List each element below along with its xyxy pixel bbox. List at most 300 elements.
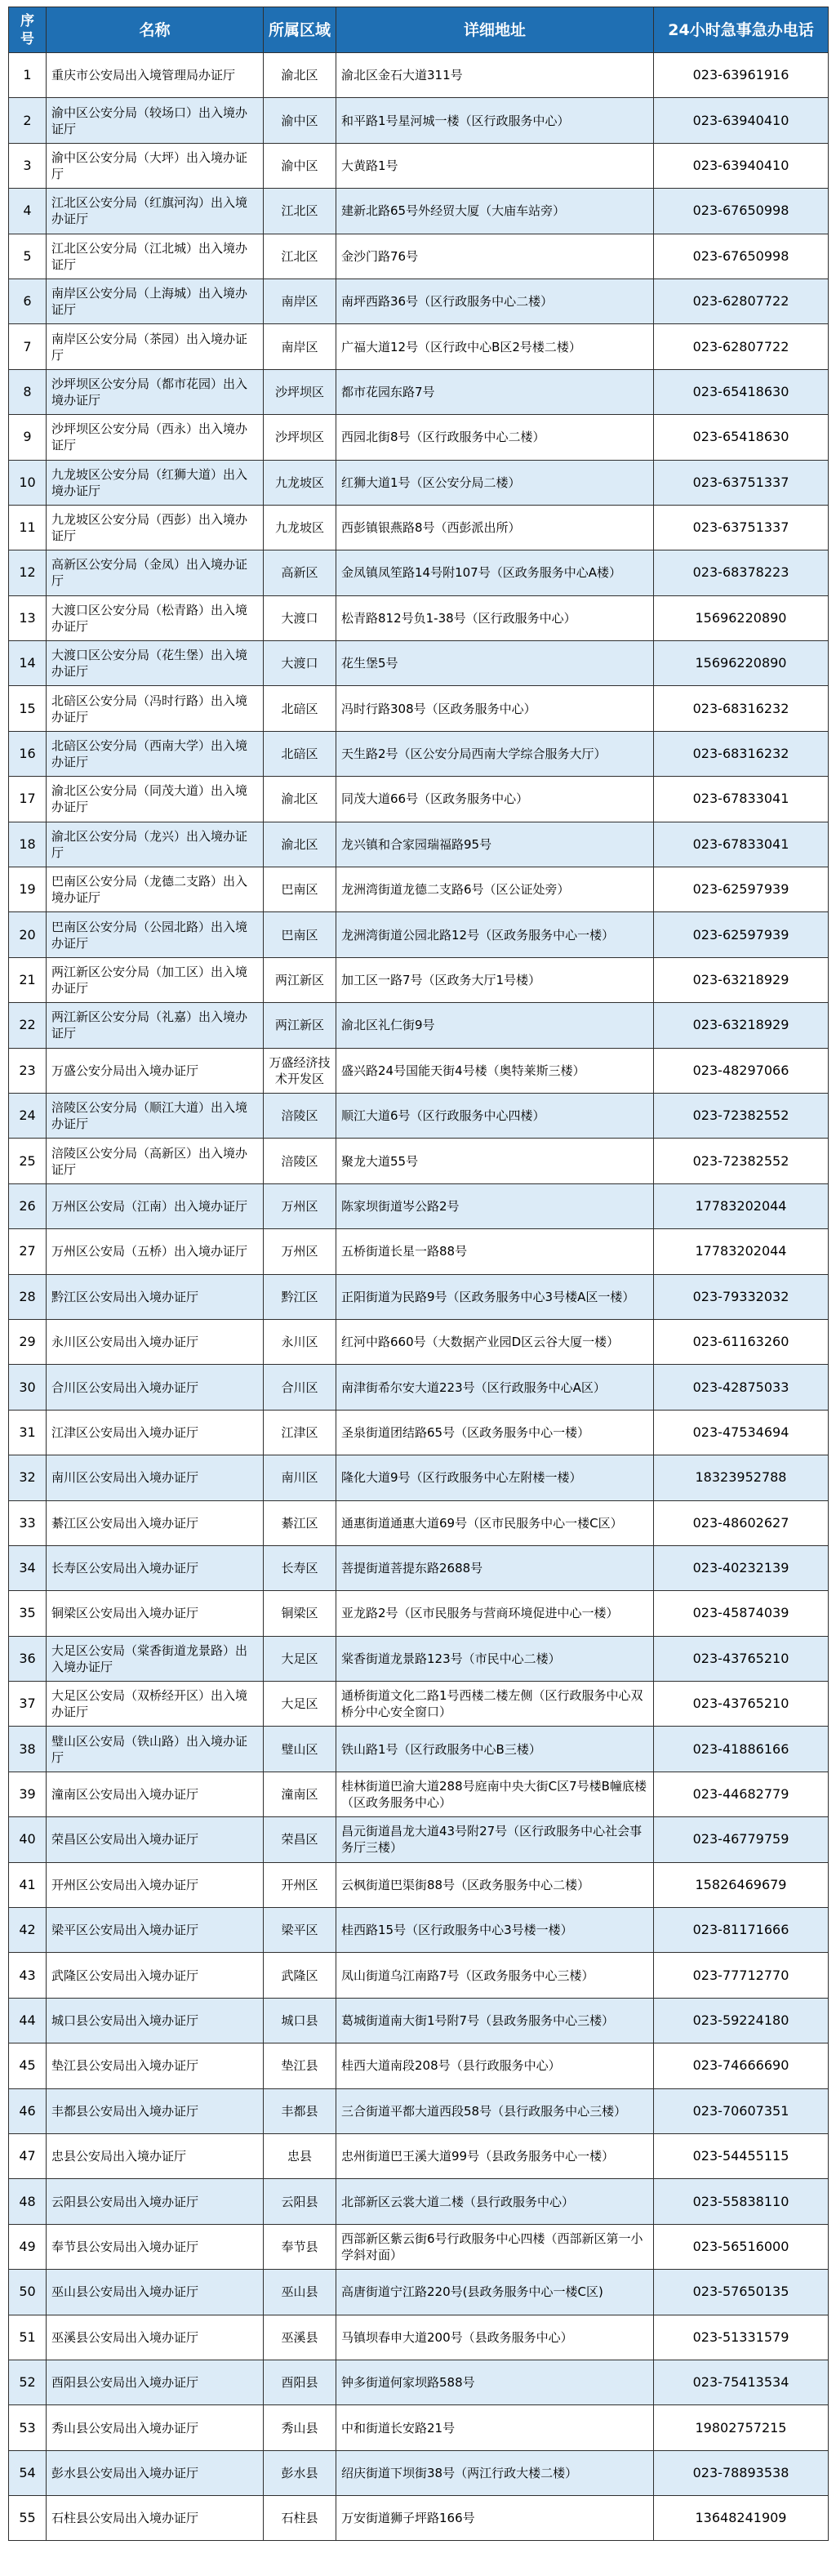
table-row	[9, 189, 829, 234]
row-region: 涪陵区	[264, 1139, 336, 1183]
row-phone: 15696220890	[654, 595, 829, 640]
row-region: 万盛经济技术开发区	[264, 1048, 336, 1093]
row-address: 红狮大道1号（区公安分局二楼）	[336, 460, 654, 505]
row-phone: 023-48602627	[654, 1500, 829, 1545]
row-phone: 023-45874039	[654, 1591, 829, 1636]
row-phone: 023-74666690	[654, 2043, 829, 2088]
row-address: 通惠街道通惠大道69号（区市民服务中心一楼C区）	[336, 1500, 654, 1545]
row-address: 南津街希尔安大道223号（区行政服务中心A区）	[336, 1365, 654, 1410]
row-region: 秀山县	[264, 2405, 336, 2450]
row-region: 铜梁区	[264, 1591, 336, 1636]
row-address: 广福大道12号（区行政中心B区2号楼二楼）	[336, 324, 654, 369]
row-phone: 023-63218929	[654, 1003, 829, 1048]
row-region: 北碚区	[264, 686, 336, 731]
row-name: 巫山县公安局出入境办证厅	[47, 2270, 264, 2315]
row-seq: 29	[9, 1319, 47, 1364]
row-phone: 023-68316232	[654, 686, 829, 731]
row-seq: 19	[9, 867, 47, 912]
row-region: 江津区	[264, 1410, 336, 1455]
row-phone: 023-81171666	[654, 1908, 829, 1953]
table-row	[9, 867, 829, 912]
row-name: 璧山区公安局（铁山路）出入境办证厅	[47, 1727, 264, 1772]
row-address: 西彭镇银燕路8号（西彭派出所）	[336, 505, 654, 550]
table-row	[9, 1003, 829, 1048]
row-phone: 023-48297066	[654, 1048, 829, 1093]
row-name: 渝北区公安分局（同茂大道）出入境办证厅	[47, 777, 264, 822]
row-name: 奉节县公安局出入境办证厅	[47, 2224, 264, 2269]
row-name: 秀山县公安局出入境办证厅	[47, 2405, 264, 2450]
row-phone: 13648241909	[654, 2496, 829, 2541]
table-row	[9, 1998, 829, 2043]
row-region: 渝中区	[264, 98, 336, 143]
row-phone: 023-79332032	[654, 1274, 829, 1319]
row-seq: 11	[9, 505, 47, 550]
row-phone: 023-72382552	[654, 1093, 829, 1138]
row-address: 都市花园东路7号	[336, 369, 654, 414]
row-seq: 6	[9, 279, 47, 323]
table-row	[9, 1545, 829, 1590]
row-address: 高唐街道宁江路220号(县政务服务中心一楼C区)	[336, 2270, 654, 2315]
table-row	[9, 415, 829, 460]
row-seq: 5	[9, 234, 47, 279]
row-phone: 023-63218929	[654, 957, 829, 1002]
row-phone: 023-62807722	[654, 324, 829, 369]
row-phone: 023-46779759	[654, 1817, 829, 1862]
row-seq: 8	[9, 369, 47, 414]
row-region: 大足区	[264, 1636, 336, 1681]
row-address: 马镇坝春申大道200号（县政务服务中心）	[336, 2315, 654, 2360]
row-address: 金凤镇凤笙路14号附107号（区政务服务中心A楼）	[336, 550, 654, 595]
row-name: 南岸区公安分局（茶园）出入境办证厅	[47, 324, 264, 369]
row-address: 南坪西路36号（区行政服务中心二楼）	[336, 279, 654, 323]
table-row	[9, 1229, 829, 1274]
row-seq: 52	[9, 2360, 47, 2404]
row-phone: 023-40232139	[654, 1545, 829, 1590]
row-region: 九龙坡区	[264, 460, 336, 505]
row-region: 渝北区	[264, 822, 336, 867]
row-address: 同茂大道66号（区政务服务中心）	[336, 777, 654, 822]
row-address: 万安街道狮子坪路166号	[336, 2496, 654, 2541]
row-name: 巫溪县公安局出入境办证厅	[47, 2315, 264, 2360]
row-name: 高新区公安分局（金凤）出入境办证厅	[47, 550, 264, 595]
row-phone: 023-67833041	[654, 822, 829, 867]
row-seq: 15	[9, 686, 47, 731]
row-region: 沙坪坝区	[264, 415, 336, 460]
row-phone: 023-54455115	[654, 2133, 829, 2178]
row-address: 葛城街道南大街1号附7号（县政务服务中心三楼）	[336, 1998, 654, 2043]
row-phone: 023-77712770	[654, 1953, 829, 1998]
row-region: 潼南区	[264, 1772, 336, 1816]
row-name: 石柱县公安局出入境办证厅	[47, 2496, 264, 2541]
row-address: 松青路812号负1-38号（区行政服务中心）	[336, 595, 654, 640]
row-region: 高新区	[264, 550, 336, 595]
row-seq: 46	[9, 2088, 47, 2133]
row-name: 渝北区公安分局（龙兴）出入境办证厅	[47, 822, 264, 867]
row-address: 桂西路15号（区行政服务中心3号楼一楼）	[336, 1908, 654, 1953]
row-address: 金沙门路76号	[336, 234, 654, 279]
table-row	[9, 1727, 829, 1772]
row-phone: 023-63961916	[654, 53, 829, 98]
row-name: 重庆市公安局出入境管理局办证厅	[47, 53, 264, 98]
table-row	[9, 822, 829, 867]
table-row	[9, 324, 829, 369]
row-address: 五桥街道长星一路88号	[336, 1229, 654, 1274]
table-row	[9, 1365, 829, 1410]
row-seq: 42	[9, 1908, 47, 1953]
row-seq: 41	[9, 1862, 47, 1907]
row-address: 圣泉街道团结路65号（区政务服务中心一楼）	[336, 1410, 654, 1455]
row-region: 忠县	[264, 2133, 336, 2178]
row-name: 涪陵区公安分局（顺江大道）出入境办证厅	[47, 1093, 264, 1138]
row-region: 长寿区	[264, 1545, 336, 1590]
row-phone: 023-42875033	[654, 1365, 829, 1410]
row-name: 万州区公安局（江南）出入境办证厅	[47, 1183, 264, 1228]
row-name: 綦江区公安局出入境办证厅	[47, 1500, 264, 1545]
table-row	[9, 2405, 829, 2450]
table-row	[9, 279, 829, 323]
table-row	[9, 550, 829, 595]
row-region: 城口县	[264, 1998, 336, 2043]
row-seq: 12	[9, 550, 47, 595]
row-seq: 13	[9, 595, 47, 640]
row-address: 忠州街道巴王溪大道99号（县政务服务中心一楼）	[336, 2133, 654, 2178]
row-name: 涪陵区公安分局（高新区）出入境办证厅	[47, 1139, 264, 1183]
table-row	[9, 641, 829, 686]
row-address: 云枫街道巴渠街88号（区政务服务中心二楼）	[336, 1862, 654, 1907]
row-name: 两江新区公安分局（礼嘉）出入境办证厅	[47, 1003, 264, 1048]
row-phone: 023-41886166	[654, 1727, 829, 1772]
row-name: 渝中区公安分局（较场口）出入境办证厅	[47, 98, 264, 143]
row-region: 大渡口	[264, 595, 336, 640]
row-address: 三合街道平都大道西段58号（县行政服务中心三楼）	[336, 2088, 654, 2133]
table-row	[9, 1591, 829, 1636]
row-name: 丰都县公安局出入境办证厅	[47, 2088, 264, 2133]
header-seq: 序号	[9, 7, 47, 53]
table-row	[9, 1500, 829, 1545]
row-address: 桂林街道巴渝大道288号庭南中央大街C区7号楼B幢底楼（区政务服务中心）	[336, 1772, 654, 1816]
row-address: 渝北区金石大道311号	[336, 53, 654, 98]
row-region: 九龙坡区	[264, 505, 336, 550]
table-row	[9, 1682, 829, 1727]
row-seq: 44	[9, 1998, 47, 2043]
row-name: 南川区公安局出入境办证厅	[47, 1455, 264, 1500]
row-seq: 4	[9, 189, 47, 234]
table-row	[9, 143, 829, 188]
row-address: 凤山街道乌江南路7号（区政务服务中心三楼）	[336, 1953, 654, 1998]
row-address: 龙洲湾街道龙德二支路6号（区公证处旁）	[336, 867, 654, 912]
row-seq: 38	[9, 1727, 47, 1772]
row-region: 南岸区	[264, 324, 336, 369]
row-address: 渝北区礼仁街9号	[336, 1003, 654, 1048]
table-row	[9, 1183, 829, 1228]
row-phone: 023-75413534	[654, 2360, 829, 2404]
row-name: 巴南区公安分局（公园北路）出入境办证厅	[47, 912, 264, 957]
row-seq: 36	[9, 1636, 47, 1681]
header-row	[9, 7, 829, 53]
row-region: 万州区	[264, 1229, 336, 1274]
row-region: 石柱县	[264, 2496, 336, 2541]
row-seq: 2	[9, 98, 47, 143]
row-address: 桂西大道南段208号（县行政服务中心）	[336, 2043, 654, 2088]
table-row	[9, 53, 829, 98]
row-address: 西园北街8号（区行政服务中心二楼）	[336, 415, 654, 460]
table-body	[9, 53, 829, 2541]
row-phone: 023-62597939	[654, 912, 829, 957]
row-seq: 55	[9, 2496, 47, 2541]
row-seq: 27	[9, 1229, 47, 1274]
row-name: 两江新区公安分局（加工区）出入境办证厅	[47, 957, 264, 1002]
row-seq: 17	[9, 777, 47, 822]
row-region: 两江新区	[264, 1003, 336, 1048]
row-name: 合川区公安局出入境办证厅	[47, 1365, 264, 1410]
row-seq: 23	[9, 1048, 47, 1093]
row-seq: 31	[9, 1410, 47, 1455]
row-phone: 023-61163260	[654, 1319, 829, 1364]
table-row	[9, 1953, 829, 1998]
row-region: 云阳县	[264, 2179, 336, 2224]
table-row	[9, 98, 829, 143]
row-region: 巴南区	[264, 867, 336, 912]
row-phone: 18323952788	[654, 1455, 829, 1500]
row-phone: 023-63751337	[654, 505, 829, 550]
row-region: 北碚区	[264, 731, 336, 776]
row-seq: 18	[9, 822, 47, 867]
header-address: 详细地址	[336, 7, 654, 53]
row-name: 永川区公安局出入境办证厅	[47, 1319, 264, 1364]
table-row	[9, 460, 829, 505]
row-address: 龙兴镇和合家园瑞福路95号	[336, 822, 654, 867]
table-row	[9, 1817, 829, 1862]
row-seq: 51	[9, 2315, 47, 2360]
row-address: 加工区一路7号（区政务大厅1号楼）	[336, 957, 654, 1002]
row-name: 荣昌区公安局出入境办证厅	[47, 1817, 264, 1862]
row-phone: 023-59224180	[654, 1998, 829, 2043]
row-region: 大渡口	[264, 641, 336, 686]
row-phone: 023-68316232	[654, 731, 829, 776]
row-address: 铁山路1号（区行政服务中心B三楼）	[336, 1727, 654, 1772]
row-region: 开州区	[264, 1862, 336, 1907]
table-row	[9, 1772, 829, 1816]
row-seq: 54	[9, 2450, 47, 2495]
row-name: 九龙坡区公安分局（西彭）出入境办证厅	[47, 505, 264, 550]
row-seq: 47	[9, 2133, 47, 2178]
row-region: 渝北区	[264, 777, 336, 822]
row-region: 彭水县	[264, 2450, 336, 2495]
table-row	[9, 1319, 829, 1364]
row-region: 酉阳县	[264, 2360, 336, 2404]
row-region: 垫江县	[264, 2043, 336, 2088]
table-row	[9, 505, 829, 550]
row-seq: 37	[9, 1682, 47, 1727]
row-phone: 17783202044	[654, 1183, 829, 1228]
table-row	[9, 957, 829, 1002]
table-row	[9, 1410, 829, 1455]
row-region: 梁平区	[264, 1908, 336, 1953]
row-name: 城口县公安局出入境办证厅	[47, 1998, 264, 2043]
row-name: 南岸区公安分局（上海城）出入境办证厅	[47, 279, 264, 323]
row-address: 隆化大道9号（区行政服务中心左附楼一楼）	[336, 1455, 654, 1500]
table-row	[9, 2179, 829, 2224]
row-phone: 023-78893538	[654, 2450, 829, 2495]
row-name: 渝中区公安分局（大坪）出入境办证厅	[47, 143, 264, 188]
row-seq: 32	[9, 1455, 47, 1500]
row-phone: 023-63940410	[654, 98, 829, 143]
row-seq: 25	[9, 1139, 47, 1183]
row-address: 天生路2号（区公安分局西南大学综合服务大厅）	[336, 731, 654, 776]
row-region: 荣昌区	[264, 1817, 336, 1862]
row-address: 西部新区紫云街6号行政服务中心四楼（西部新区第一小学斜对面）	[336, 2224, 654, 2269]
row-name: 大足区公安局（双桥经开区）出入境办证厅	[47, 1682, 264, 1727]
row-seq: 50	[9, 2270, 47, 2315]
row-address: 龙洲湾街道公园北路12号（区政务服务中心一楼）	[336, 912, 654, 957]
row-name: 沙坪坝区公安分局（都市花园）出入境办证厅	[47, 369, 264, 414]
header-name: 名称	[47, 7, 264, 53]
row-phone: 023-43765210	[654, 1682, 829, 1727]
table-row	[9, 1274, 829, 1319]
row-address: 盛兴路24号国能天街4号楼（奥特莱斯三楼）	[336, 1048, 654, 1093]
row-name: 巴南区公安分局（龙德二支路）出入境办证厅	[47, 867, 264, 912]
row-address: 棠香街道龙景路123号（市民中心二楼）	[336, 1636, 654, 1681]
table-row	[9, 2315, 829, 2360]
row-region: 南川区	[264, 1455, 336, 1500]
row-phone: 023-47534694	[654, 1410, 829, 1455]
row-address: 聚龙大道55号	[336, 1139, 654, 1183]
row-seq: 21	[9, 957, 47, 1002]
row-phone: 023-67650998	[654, 234, 829, 279]
row-phone: 15826469679	[654, 1862, 829, 1907]
row-seq: 40	[9, 1817, 47, 1862]
row-region: 万州区	[264, 1183, 336, 1228]
row-region: 渝中区	[264, 143, 336, 188]
row-address: 大黄路1号	[336, 143, 654, 188]
row-address: 通桥街道文化二路1号西楼二楼左侧（区行政服务中心双桥分中心安全窗口）	[336, 1682, 654, 1727]
row-address: 和平路1号星河城一楼（区行政服务中心）	[336, 98, 654, 143]
row-address: 昌元街道昌龙大道43号附27号（区行政服务中心社会事务厅三楼）	[336, 1817, 654, 1862]
row-phone: 023-63940410	[654, 143, 829, 188]
row-region: 奉节县	[264, 2224, 336, 2269]
row-seq: 16	[9, 731, 47, 776]
row-phone: 023-70607351	[654, 2088, 829, 2133]
row-name: 酉阳县公安局出入境办证厅	[47, 2360, 264, 2404]
row-phone: 023-68378223	[654, 550, 829, 595]
row-address: 绍庆街道下坝街38号（两江行政大楼二楼）	[336, 2450, 654, 2495]
table-row	[9, 2360, 829, 2404]
table-row	[9, 2088, 829, 2133]
header-region: 所属区域	[264, 7, 336, 53]
row-name: 大渡口区公安分局（松青路）出入境办证厅	[47, 595, 264, 640]
row-phone: 023-67650998	[654, 189, 829, 234]
row-seq: 34	[9, 1545, 47, 1590]
row-seq: 14	[9, 641, 47, 686]
table-row	[9, 912, 829, 957]
row-name: 大足区公安局（棠香街道龙景路）出入境办证厅	[47, 1636, 264, 1681]
row-seq: 30	[9, 1365, 47, 1410]
header-phone: 24小时急事急办电话	[654, 7, 829, 53]
row-phone: 023-55838110	[654, 2179, 829, 2224]
row-region: 綦江区	[264, 1500, 336, 1545]
row-phone: 19802757215	[654, 2405, 829, 2450]
row-seq: 1	[9, 53, 47, 98]
row-phone: 023-62597939	[654, 867, 829, 912]
row-phone: 023-65418630	[654, 415, 829, 460]
row-region: 巫溪县	[264, 2315, 336, 2360]
row-name: 梁平区公安局出入境办证厅	[47, 1908, 264, 1953]
row-phone: 15696220890	[654, 641, 829, 686]
row-name: 铜梁区公安局出入境办证厅	[47, 1591, 264, 1636]
row-region: 两江新区	[264, 957, 336, 1002]
row-name: 江北区公安分局（江北城）出入境办证厅	[47, 234, 264, 279]
row-region: 璧山区	[264, 1727, 336, 1772]
row-region: 江北区	[264, 189, 336, 234]
row-region: 合川区	[264, 1365, 336, 1410]
row-region: 武隆区	[264, 1953, 336, 1998]
row-phone: 023-72382552	[654, 1139, 829, 1183]
row-region: 涪陵区	[264, 1093, 336, 1138]
row-seq: 35	[9, 1591, 47, 1636]
row-seq: 49	[9, 2224, 47, 2269]
row-phone: 023-57650135	[654, 2270, 829, 2315]
row-name: 垫江县公安局出入境办证厅	[47, 2043, 264, 2088]
row-name: 长寿区公安局出入境办证厅	[47, 1545, 264, 1590]
row-phone: 023-67833041	[654, 777, 829, 822]
row-region: 江北区	[264, 234, 336, 279]
row-address: 红河中路660号（大数据产业园D区云谷大厦一楼）	[336, 1319, 654, 1364]
table-row	[9, 1636, 829, 1681]
row-seq: 43	[9, 1953, 47, 1998]
row-name: 北碚区公安分局（西南大学）出入境办证厅	[47, 731, 264, 776]
row-name: 潼南区公安局出入境办证厅	[47, 1772, 264, 1816]
row-name: 江津区公安局出入境办证厅	[47, 1410, 264, 1455]
row-name: 九龙坡区公安分局（红狮大道）出入境办证厅	[47, 460, 264, 505]
row-phone: 023-51331579	[654, 2315, 829, 2360]
row-seq: 9	[9, 415, 47, 460]
row-phone: 023-43765210	[654, 1636, 829, 1681]
table-row	[9, 731, 829, 776]
row-name: 彭水县公安局出入境办证厅	[47, 2450, 264, 2495]
row-name: 黔江区公安局出入境办证厅	[47, 1274, 264, 1319]
row-seq: 26	[9, 1183, 47, 1228]
row-seq: 48	[9, 2179, 47, 2224]
row-address: 菩提街道菩提东路2688号	[336, 1545, 654, 1590]
row-address: 中和街道长安路21号	[336, 2405, 654, 2450]
row-seq: 53	[9, 2405, 47, 2450]
row-seq: 3	[9, 143, 47, 188]
table-row	[9, 1862, 829, 1907]
table-row	[9, 369, 829, 414]
table-header	[9, 7, 829, 53]
row-address: 陈家坝街道岑公路2号	[336, 1183, 654, 1228]
row-address: 花生堡5号	[336, 641, 654, 686]
row-phone: 023-65418630	[654, 369, 829, 414]
row-address: 建新北路65号外经贸大厦（大庙车站旁）	[336, 189, 654, 234]
row-name: 云阳县公安局出入境办证厅	[47, 2179, 264, 2224]
row-seq: 33	[9, 1500, 47, 1545]
row-region: 巴南区	[264, 912, 336, 957]
row-seq: 24	[9, 1093, 47, 1138]
row-address: 北部新区云裳大道二楼（县行政服务中心）	[336, 2179, 654, 2224]
row-region: 黔江区	[264, 1274, 336, 1319]
row-name: 江北区公安分局（红旗河沟）出入境办证厅	[47, 189, 264, 234]
row-name: 开州区公安局出入境办证厅	[47, 1862, 264, 1907]
row-address: 冯时行路308号（区政务服务中心）	[336, 686, 654, 731]
table-row	[9, 595, 829, 640]
row-name: 万州区公安局（五桥）出入境办证厅	[47, 1229, 264, 1274]
table-row	[9, 1908, 829, 1953]
table-row	[9, 2496, 829, 2541]
table-row	[9, 2450, 829, 2495]
row-region: 南岸区	[264, 279, 336, 323]
row-seq: 39	[9, 1772, 47, 1816]
